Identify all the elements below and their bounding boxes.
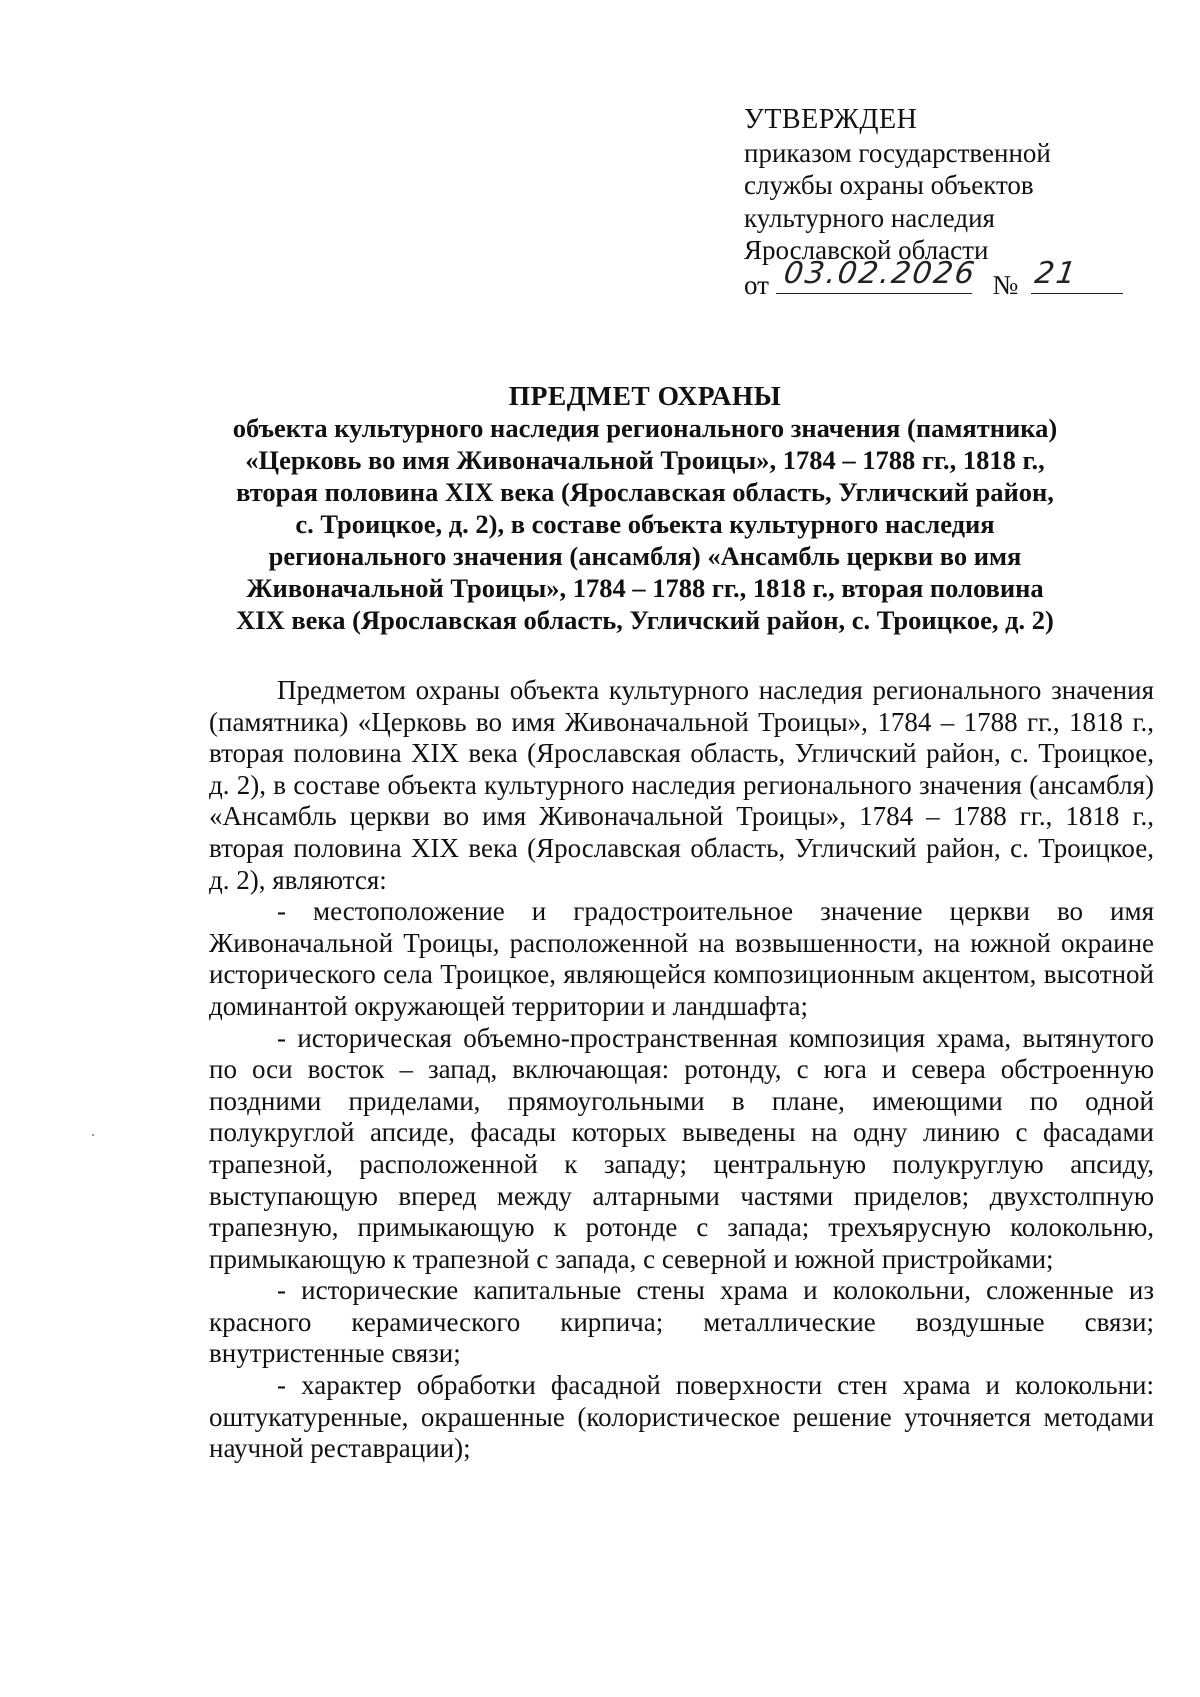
list-item: - историческая объемно-пространственная композиция храма, вытянутого по оси восток – запад, включающая: ротонду, с юга и севера обстроенную поздними приделами, прямоугольными в плане, имеющими по одной полукруглой апсиде, фасады которых выведены на одну линию с фасадами трапезной, расположенной к западу; центральную полукруглую апсиду, выступающую вперед между алтарными частями приделов; двухстолпную трапезную, примыкающую к ротонде с запада; трехъярусную колокольню, примыкающую к трапезной с запада, с северной и южной пристройками;	[209, 1022, 1154, 1274]
heading-line: Живоначальной Троицы», 1784 – 1788 гг., 1818 г., вторая половина	[246, 573, 1044, 603]
approval-line: культурного наследия	[744, 202, 995, 233]
number-field	[1031, 256, 1123, 294]
heading-line: объекта культурного наследия регионального значения (памятника)	[232, 413, 1058, 443]
list-item: - характер обработки фасадной поверхности стен храма и колокольни: оштукатуренные, окрашенные (колористическое решение уточняется методами научной реставрации);	[209, 1370, 1154, 1464]
list-item: - исторические капитальные стены храма и колокольни, сложенные из красного керамического кирпича; металлические воздушные связи; внутристенные связи;	[209, 1275, 1154, 1369]
document-body	[209, 675, 1154, 1465]
approval-line: приказом государственной	[744, 137, 1051, 168]
heading-line: регионального значения (ансамбля) «Ансамбль церкви во имя	[268, 541, 1022, 571]
handwritten-number: 21	[1032, 256, 1080, 291]
heading-line: XIX века (Ярославская область, Угличский район, с. Троицкое, д. 2)	[236, 605, 1054, 635]
handwritten-date: 03.02.2026	[781, 256, 979, 291]
document-heading	[215, 380, 1075, 636]
heading-line: «Церковь во имя Живоначальной Троицы», 1784 – 1788 гг., 1818 г.,	[245, 445, 1045, 475]
heading-title: ПРЕДМЕТ ОХРАНЫ	[508, 380, 782, 411]
approval-title: УТВЕРЖДЕН	[744, 104, 918, 135]
heading-line: с. Троицкое, д. 2), в составе объекта культурного наследия	[295, 509, 995, 539]
scan-speck	[92, 1134, 94, 1136]
approval-stamp-block	[744, 104, 1144, 301]
intro-paragraph: Предметом охраны объекта культурного наследия регионального значения (памятника) «Церковь во имя Живоначальной Троицы», 1784 – 1788 гг., 1818 г., вторая половина XIX века (Ярославская область, Угличский район, с. Троицкое, д. 2), в составе объекта культурного наследия регионального значения (ансамбля) «Ансамбль церкви во имя Живоначальной Троицы», 1784 – 1788 гг., 1818 г., вторая половина XIX века (Ярославская область, Угличский район, с. Троицкое, д. 2), являются:	[209, 675, 1154, 895]
approval-line: Ярославской области	[744, 235, 989, 265]
approval-date-number-row	[744, 256, 1144, 301]
list-item: - местоположение и градостроительное значение церкви во имя Живоначальной Троицы, расположенной на возвышенности, на южной окраине исторического села Троицкое, являющейся композиционным акцентом, высотной доминантой окружающей территории и ландшафта;	[209, 896, 1154, 1021]
number-prefix: №	[992, 269, 1019, 300]
heading-line: вторая половина XIX века (Ярославская область, Угличский район,	[236, 477, 1054, 507]
date-prefix: от	[744, 269, 769, 300]
approval-line: службы охраны объектов	[744, 170, 1034, 200]
date-field	[776, 256, 979, 294]
